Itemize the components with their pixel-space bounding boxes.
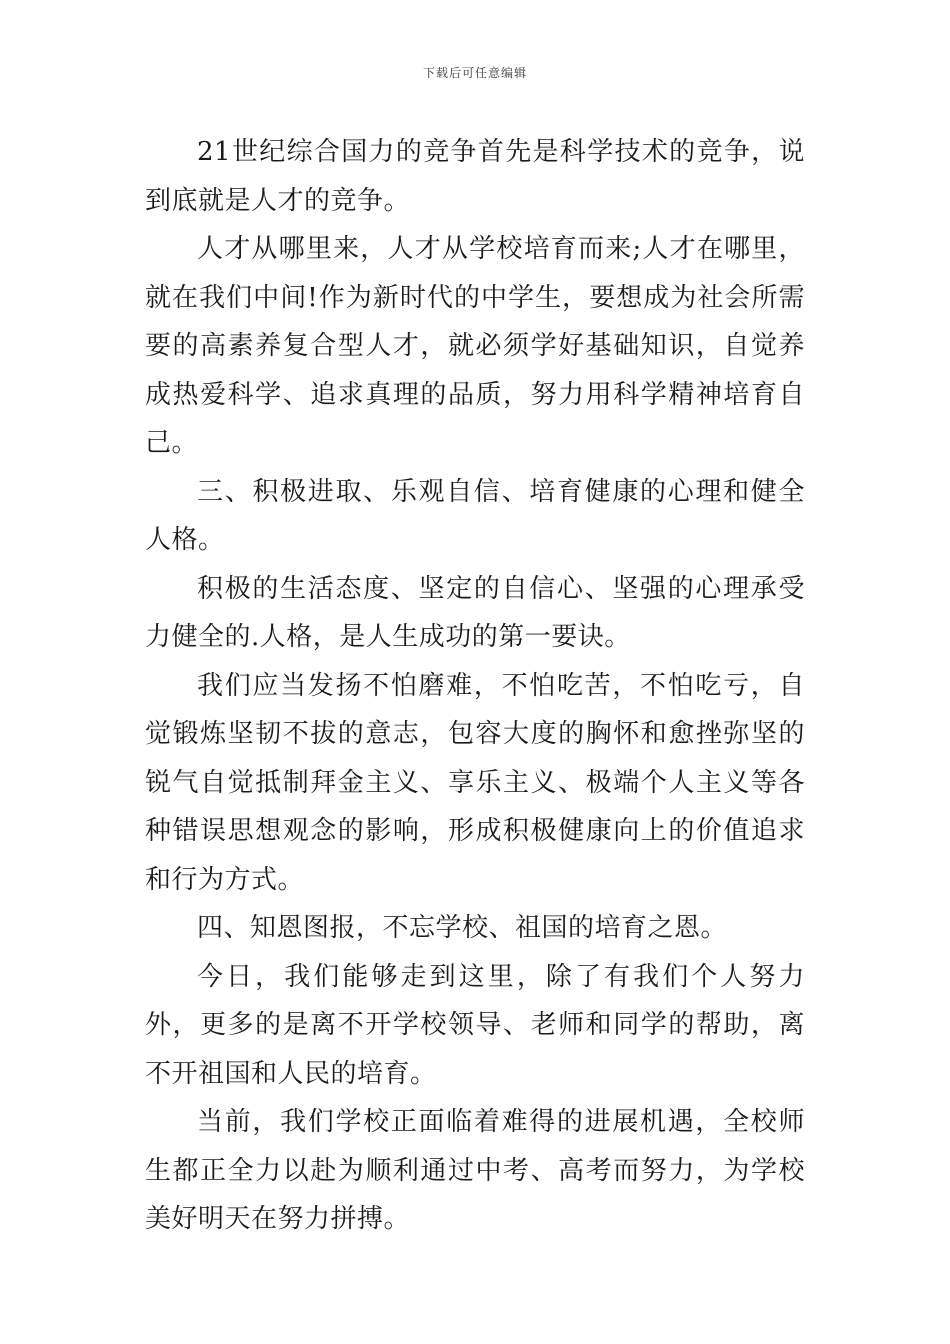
- paragraph: 人才从哪里来，人才从学校培育而来;人才在哪里，就在我们中间!作为新时代的中学生，要想成为社会所需要的高素养复合型人才，就必须学好基础知识，自觉养成热爱科学、追求真理的品质，努力用科学精神培育自己。: [145, 234, 805, 458]
- section-heading: 四、知恩图报，不忘学校、祖国的培育之恩。: [197, 913, 728, 943]
- paragraph: 我们应当发扬不怕磨难，不怕吃苦，不怕吃亏，自觉锻炼坚韧不拔的意志，包容大度的胸怀和愈挫弥坚的锐气自觉抵制拜金主义、享乐主义、极端个人主义等各种错误思想观念的影响，形成积极健康向上的价值追求和行为方式。: [145, 670, 805, 895]
- section-heading: 三、积极进取、乐观自信、培育健康的心理和健全人格。: [145, 476, 805, 555]
- header-note: 下载后可任意编辑: [422, 66, 527, 80]
- paragraph: 今日，我们能够走到这里，除了有我们个人努力外，更多的是离不开学校领导、老师和同学的帮助，离不开祖国和人民的培育。: [145, 961, 805, 1089]
- document-body: [145, 128, 805, 1244]
- paragraph: 积极的生活态度、坚定的自信心、坚强的心理承受力健全的.人格，是人生成功的第一要诀。: [145, 573, 805, 652]
- paragraph: 当前，我们学校正面临着难得的进展机遇，全校师生都正全力以赴为顺利通过中考、高考而努力，为学校美好明天在努力拼搏。: [145, 1107, 805, 1234]
- paragraph: 21世纪综合国力的竞争首先是科学技术的竞争，说到底就是人才的竞争。: [145, 137, 805, 216]
